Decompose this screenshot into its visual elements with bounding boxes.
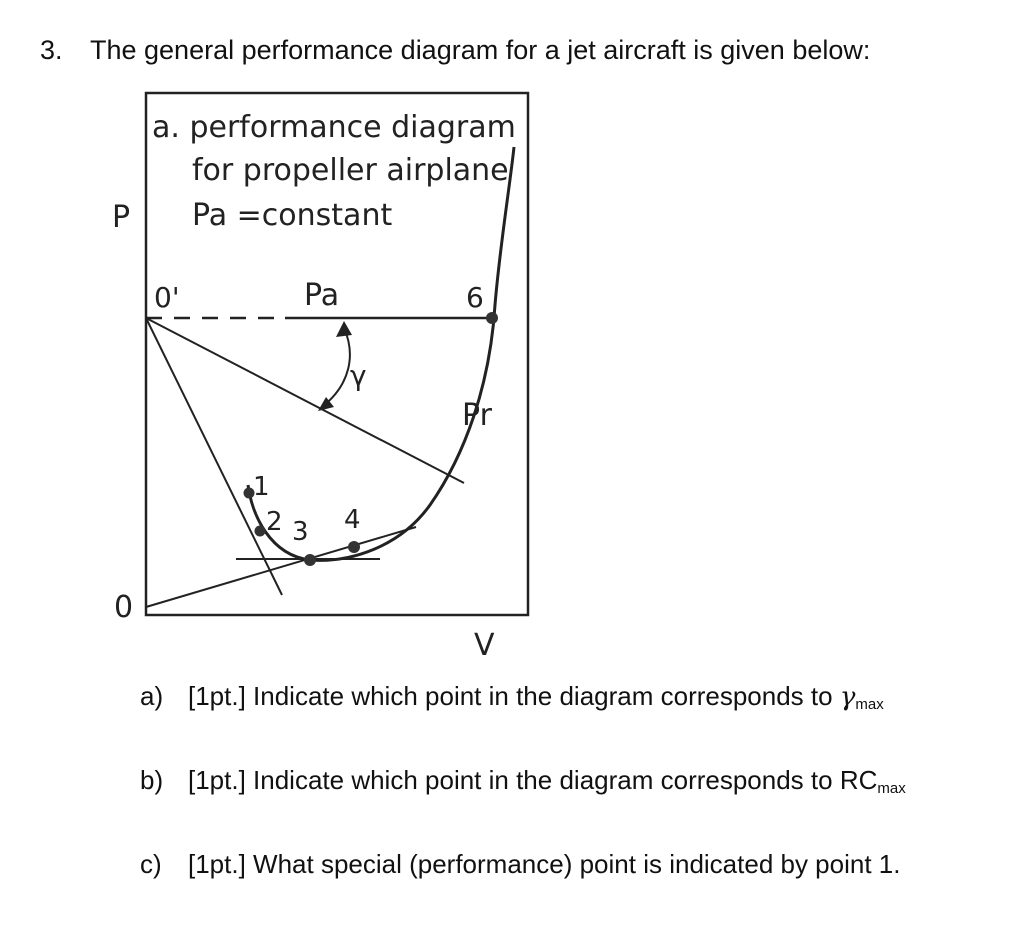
line-from-o-prime-to-gamma — [146, 318, 464, 483]
gamma-angle-arc — [322, 328, 350, 407]
question-text: The general performance diagram for a jet aircraft is given below: — [90, 35, 871, 65]
subquestion-b-text: [1pt.] Indicate which point in the diagram corresponds to RC — [188, 765, 878, 795]
y-axis-label: P — [112, 200, 131, 235]
subquestion-b-letter: b) — [140, 765, 164, 795]
subquestion-b — [140, 762, 906, 807]
gamma-arrow-up — [336, 321, 352, 337]
available-power-label: Pa — [304, 278, 340, 313]
subquestion-a-symbol: γ — [839, 682, 856, 712]
origin-prime-label: 0' — [154, 281, 180, 314]
point-4-marker — [348, 541, 360, 553]
subquestion-a-letter: a) — [140, 681, 164, 711]
point-6-label: 6 — [466, 281, 484, 314]
point-4-label: 4 — [344, 505, 361, 535]
gamma-angle-label: γ — [350, 359, 367, 392]
question-number: 3. — [40, 35, 63, 65]
subquestion-a — [140, 678, 884, 723]
required-power-label: Pr — [462, 398, 492, 433]
subquestion-c-text: [1pt.] What special (performance) point is indicated by point 1. — [188, 849, 901, 879]
subquestion-c — [140, 846, 900, 882]
point-2-marker — [255, 526, 266, 537]
question-heading — [40, 30, 870, 70]
subquestion-a-subscript: max — [855, 696, 884, 713]
subquestion-b-subscript: max — [877, 780, 906, 797]
point-3-marker — [304, 554, 316, 566]
point-6-marker — [486, 312, 498, 324]
point-3-label: 3 — [292, 517, 309, 547]
point-2-label: 2 — [266, 507, 283, 537]
performance-diagram — [100, 85, 560, 665]
point-1-label: 1 — [253, 472, 270, 502]
box-title-line3: Pa =constant — [192, 198, 393, 233]
x-axis-label: V — [474, 628, 495, 663]
box-title-line1: a. performance diagram — [152, 110, 516, 145]
subquestion-c-letter: c) — [140, 849, 162, 879]
tangent-line-from-o-prime-steep — [146, 318, 282, 595]
subquestion-a-text: [1pt.] Indicate which point in the diagram corresponds to — [188, 681, 840, 711]
performance-diagram-svg — [100, 85, 560, 665]
box-title-line2: for propeller airplane — [192, 153, 509, 188]
origin-label: 0 — [114, 590, 134, 625]
